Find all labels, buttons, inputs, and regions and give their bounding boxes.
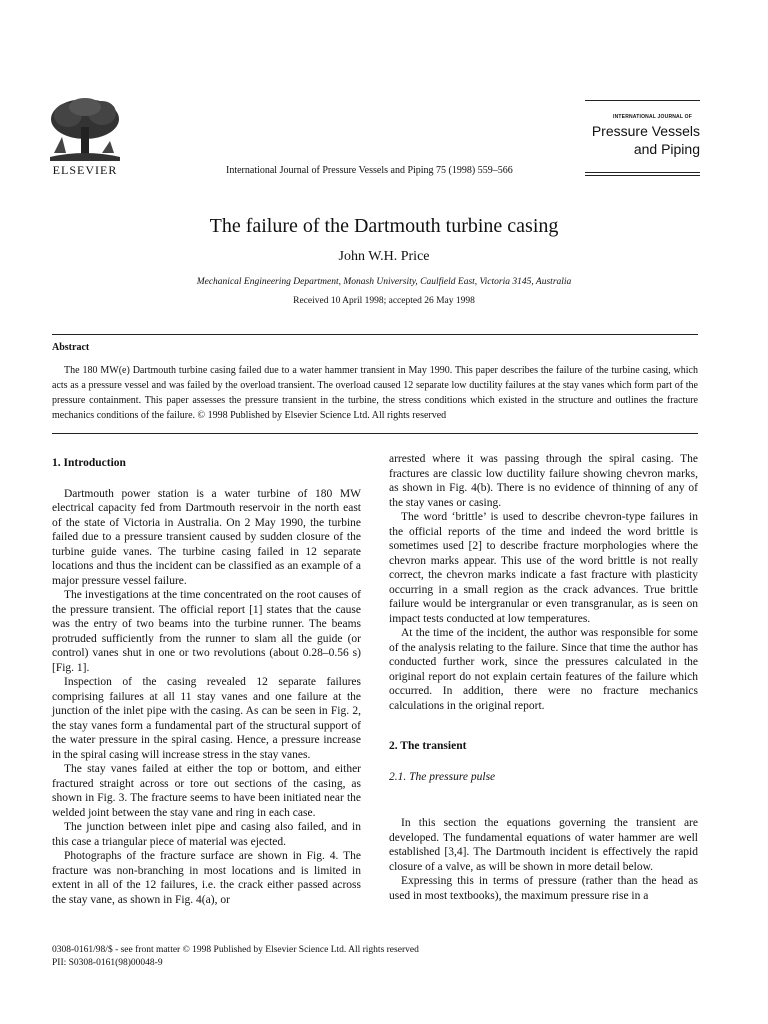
divider	[585, 172, 700, 173]
paragraph: The investigations at the time concentrated on the root causes of the pressure transient. The official report [1] states that the cause was the entry of two beams into the turbine runner. The beams protruded sufficiently from the runner to slam all the guide (or control) vanes shut in one or two revolutions (about 0.28–0.56 s) [Fig. 1].	[52, 589, 361, 674]
paragraph: Inspection of the casing revealed 12 separate failures comprising failures at all 11 stay vanes and one failure at the junction of the inlet pipe with the casing. As can be seen in Fig. 2, the stay vanes form a fundamental part of the structural support of the water pressure in the spiral casing. Hence, a pressure increase in the spiral casing will increase stress in the stay vanes.	[52, 676, 361, 761]
paragraph: Expressing this in terms of pressure (rather than the head as used in most textbooks), the maximum pressure rise in a	[389, 875, 698, 902]
paragraph: arrested where it was passing through the spiral casing. The fractures are classic low ductility failure showing chevron marks, as shown in Fig. 4(b). There is no evidence of thinning of any of the stay vanes or casing.	[389, 453, 698, 509]
divider	[52, 334, 698, 335]
section-heading: 1. Introduction	[52, 457, 126, 469]
received-dates: Received 10 April 1998; accepted 26 May 1998	[293, 296, 475, 306]
article-title: The failure of the Dartmouth turbine casing	[209, 215, 559, 237]
divider	[585, 175, 700, 176]
paragraph: In this section the equations governing the transient are developed. The fundamental equations of water hammer are well established [3,4]. The Dartmouth incident is effectively the rapid closure of a valve, as will be shown in more detail below.	[389, 817, 698, 873]
left-column	[52, 452, 361, 907]
journal-brand	[585, 100, 700, 177]
journal-title-line2: and Piping	[633, 141, 700, 157]
journal-citation: International Journal of Pressure Vessels and Piping 75 (1998) 559–566	[226, 165, 513, 176]
spacer	[389, 800, 698, 816]
pii-line: PII: S0308-0161(98)00048-9	[52, 958, 163, 968]
article-author: John W.H. Price	[338, 249, 430, 264]
divider	[585, 100, 700, 101]
paragraph: Photographs of the fracture surface are shown in Fig. 4. The fracture was non-branching in most locations and is limited in extent in all of the 12 failures, i.e. the crack either passed across the stay vane, as shown in Fig. 4(a), or	[52, 850, 361, 906]
right-column	[389, 452, 698, 903]
paragraph: The stay vanes failed at either the top or bottom, and either fractured straight across or tore out sections of the casing, as shown in Fig. 3. The fracture seems to have been initiated near the welded joint between the stay vane and ring in each case.	[52, 763, 361, 819]
subsection-heading: 2.1. The pressure pulse	[389, 770, 496, 783]
copyright-line: 0308-0161/98/$ - see front matter © 1998 Published by Elsevier Science Ltd. All rights reserved	[52, 945, 419, 955]
divider	[52, 433, 698, 434]
paragraph: The word ‘brittle’ is used to describe chevron-type failures in the official reports of the time and indeed the word brittle is sometimes used [2] to describe fracture morphologies where the chevron marks appear. This use of the word brittle is not really correct, the chevron marks indicate a fast fracture with plasticity occurring in a small region as the crack advances. True brittle failure would be intergranular or even transgranular, as is seen on impact tests conducted at low temperatures.	[389, 511, 698, 625]
spacer	[389, 713, 698, 735]
author-affiliation: Mechanical Engineering Department, Monash University, Caulfield East, Victoria 3145, Australia	[196, 277, 572, 287]
journal-title-line1: Pressure Vessels	[591, 123, 700, 139]
page-footer	[52, 944, 419, 970]
abstract-heading: Abstract	[52, 342, 90, 353]
section-heading: 2. The transient	[389, 740, 467, 752]
paragraph: The junction between inlet pipe and casing also failed, and in this case a triangular piece of material was ejected.	[52, 821, 361, 848]
abstract-text: The 180 MW(e) Dartmouth turbine casing failed due to a water hammer transient in May 1990. This paper describes the failure of the turbine casing, which acts as a pressure vessel and was failed by the overload transient. The overload caused 12 separate low ductility failures at the stay vanes which form part of the pressure containment. This paper assesses the pressure transient in the turbine, the stress conditions which existed in the structure and outlines the fracture mechanics conditions of the failure. © 1998 Published by Elsevier Science Ltd. All rights reserved	[52, 365, 698, 421]
tree-icon	[40, 97, 130, 163]
journal-title	[592, 122, 700, 158]
journal-kicker: INTERNATIONAL JOURNAL OF	[613, 114, 692, 120]
paragraph: At the time of the incident, the author was responsible for some of the analysis relating to the failure. Since that time the author has conducted further work, since the pressures calculated in the original report do not explain certain features of the failure which occurred. In addition, there were no fracture mechanics calculations in the original report.	[389, 627, 698, 712]
publisher-wordmark: ELSEVIER	[52, 163, 118, 177]
paragraph: Dartmouth power station is a water turbine of 180 MW electrical capacity fed from Dartmouth reservoir in the north east of the state of Victoria in Australia. On 2 May 1990, the turbine failed due to a pressure transient caused by sudden closure of the turbine guide vanes. The turbine casing failed in 12 separate locations and thus the incident can be classified as an example of a major pressure vessel failure.	[52, 487, 361, 587]
